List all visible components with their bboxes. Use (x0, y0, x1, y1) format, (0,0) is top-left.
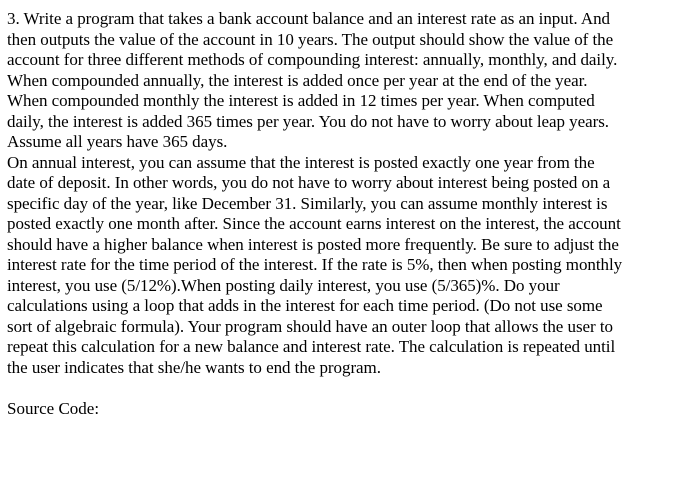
problem-line-10: specific day of the year, like December 31. Similarly, you can assume monthly interest is (7, 193, 608, 213)
problem-line-16: sort of algebraic formula). Your program should have an outer loop that allows the user to (7, 316, 613, 336)
problem-line-7: Assume all years have 365 days. (7, 132, 228, 151)
problem-line-1: 3. Write a program that takes a bank account balance and an interest rate as an input. And (7, 9, 610, 28)
paragraph-gap (7, 378, 697, 399)
problem-line-18: the user indicates that she/he wants to end the program. (7, 357, 381, 377)
problem-line-11: posted exactly one month after. Since the account earns interest on the interest, the account (7, 214, 621, 233)
problem-line-6: daily, the interest is added 365 times per year. You do not have to worry about leap years. (7, 111, 609, 131)
problem-line-12: should have a higher balance when interest is posted more frequently. Be sure to adjust the (7, 234, 619, 254)
problem-line-17: repeat this calculation for a new balance and interest rate. The calculation is repeated until (7, 337, 616, 356)
problem-line-14: interest, you use (5/12%).When posting daily interest, you use (5/365)%. Do your (7, 275, 560, 295)
problem-line-15: calculations using a loop that adds in the interest for each time period. (Do not use some (7, 296, 603, 315)
problem-line-4: When compounded annually, the interest is added once per year at the end of the year. (7, 70, 588, 90)
problem-line-3: account for three different methods of compounding interest: annually, monthly, and daily. (7, 50, 618, 69)
problem-line-2: then outputs the value of the account in 10 years. The output should show the value of the (7, 29, 614, 49)
document-page (7, 9, 697, 419)
problem-line-5: When compounded monthly the interest is added in 12 times per year. When computed (7, 91, 595, 110)
problem-line-8: On annual interest, you can assume that the interest is posted exactly one year from the (7, 152, 595, 172)
problem-line-13: interest rate for the time period of the interest. If the rate is 5%, then when posting monthly (7, 255, 623, 274)
problem-line-9: date of deposit. In other words, you do not have to worry about interest being posted on a (7, 173, 611, 192)
problem-statement (7, 9, 697, 378)
source-code-label: Source Code: (7, 398, 100, 418)
